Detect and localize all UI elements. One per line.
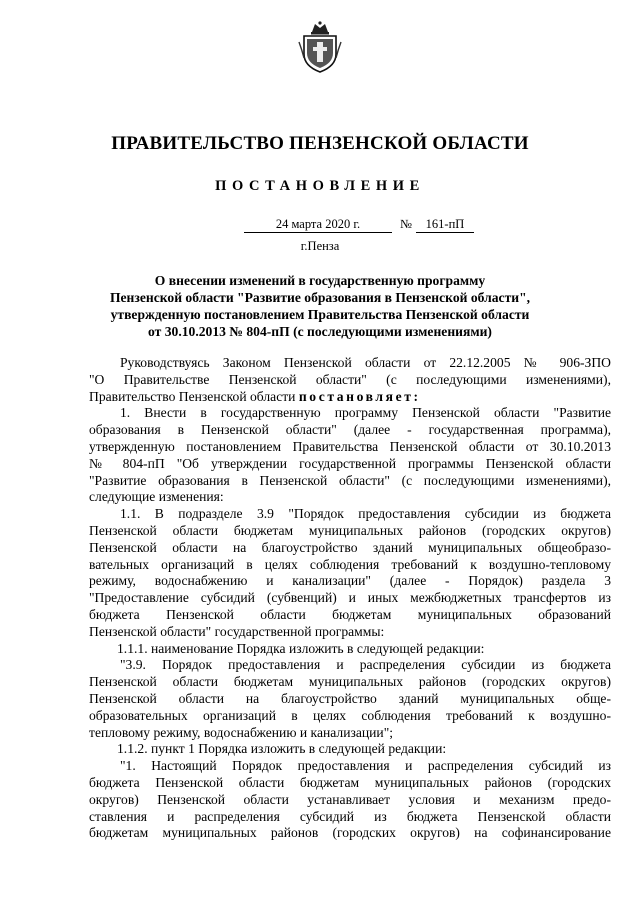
intro-prefix: Правительство Пензенской области: [89, 388, 296, 404]
decree-body: [89, 355, 611, 842]
body-line: бюджетам муниципальных районов (городских округов) на софинансирование: [89, 825, 611, 841]
body-line: вательных организаций в целях соблюдения требований к воздушно-тепловому: [89, 556, 611, 572]
subject-line: Пензенской области "Развитие образования в Пензенской области",: [109, 290, 531, 305]
body-line: 1.1.1. наименование Порядка изложить в следующей редакции:: [117, 640, 485, 656]
body-line: округов) Пензенской области устанавливает условия и механизм предо-: [89, 791, 611, 807]
body-line: 1.1.2. пункт 1 Порядка изложить в следующей редакции:: [117, 741, 447, 757]
government-title: ПРАВИТЕЛЬСТВО ПЕНЗЕНСКОЙ ОБЛАСТИ: [111, 133, 529, 154]
body-line: Пензенской области на благоустройство зданий муниципальных обще-: [89, 690, 611, 706]
subject-line: от 30.10.2013 № 804-пП (с последующими изменениями): [148, 324, 492, 339]
body-line: бюджета Пензенской области бюджетам муниципальных образований: [89, 606, 611, 622]
body-line: следующие изменения:: [89, 489, 224, 505]
body-line: режиму, водоснабжению и канализации" (далее - Порядок) раздела 3: [89, 573, 611, 589]
date-number-line: [244, 217, 484, 235]
body-line: "Предоставление субсидий (субвенций) и иных межбюджетных трансфертов из: [89, 590, 611, 606]
body-line: Руководствуясь Законом Пензенской области от 22.12.2005 № 906-ЗПО: [120, 355, 611, 370]
subject-line: утвержденную постановлением Правительства Пензенской области: [110, 307, 530, 322]
coat-of-arms-emblem: [298, 20, 342, 74]
document-type: ПОСТАНОВЛЕНИЕ: [215, 178, 425, 194]
body-line: Пензенской области" государственной программы:: [89, 623, 385, 639]
body-line: образовательных организаций в целях соблюдения требований к воздушно-: [89, 707, 611, 723]
body-line: Пензенской области бюджетам муниципальных районов (городских округов): [89, 522, 611, 538]
decree-number: 161-пП: [416, 217, 474, 233]
subject-line: О внесении изменений в государственную программу: [154, 273, 486, 288]
body-line: образования в Пензенской области" (далее - государственная программа),: [89, 422, 611, 438]
body-line: [89, 389, 611, 406]
body-line: № 804-пП "Об утверждении государственной программы Пензенской области: [89, 455, 611, 471]
body-line: ставления и распределения субсидий из бюджета Пензенской области: [89, 808, 611, 824]
decree-date: 24 марта 2020 г.: [244, 217, 392, 233]
body-line: Пензенской области бюджетам муниципальных районов (городских округов): [89, 674, 611, 690]
number-sign: №: [400, 217, 412, 231]
body-line: утвержденную постановлением Правительства Пензенской области от 30.10.2013: [89, 438, 611, 454]
decree-subject: [96, 272, 544, 340]
city-name: г.Пенза: [300, 239, 340, 253]
body-line: бюджета Пензенской области бюджетам муниципальных районов (городских: [89, 774, 611, 790]
body-line: Пензенской области на благоустройство зданий муниципальных общеобразо-: [89, 539, 611, 555]
body-line: 1.1. В подразделе 3.9 "Порядок предоставления субсидии из бюджета: [120, 506, 611, 522]
decree-verb: постановляет:: [298, 388, 421, 404]
body-line: "Развитие образования в Пензенской области" (с последующими изменениями),: [89, 472, 611, 488]
body-line: "1. Настоящий Порядок предоставления и распределения субсидий из: [120, 758, 611, 774]
body-line: "3.9. Порядок предоставления и распределения субсидии из бюджета: [120, 657, 611, 673]
body-line: тепловому режиму, водоснабжению и канализации";: [89, 724, 394, 740]
body-line: "О Правительстве Пензенской области" (с последующими изменениями),: [89, 371, 611, 387]
body-line: 1. Внести в государственную программу Пензенской области "Развитие: [120, 405, 611, 421]
